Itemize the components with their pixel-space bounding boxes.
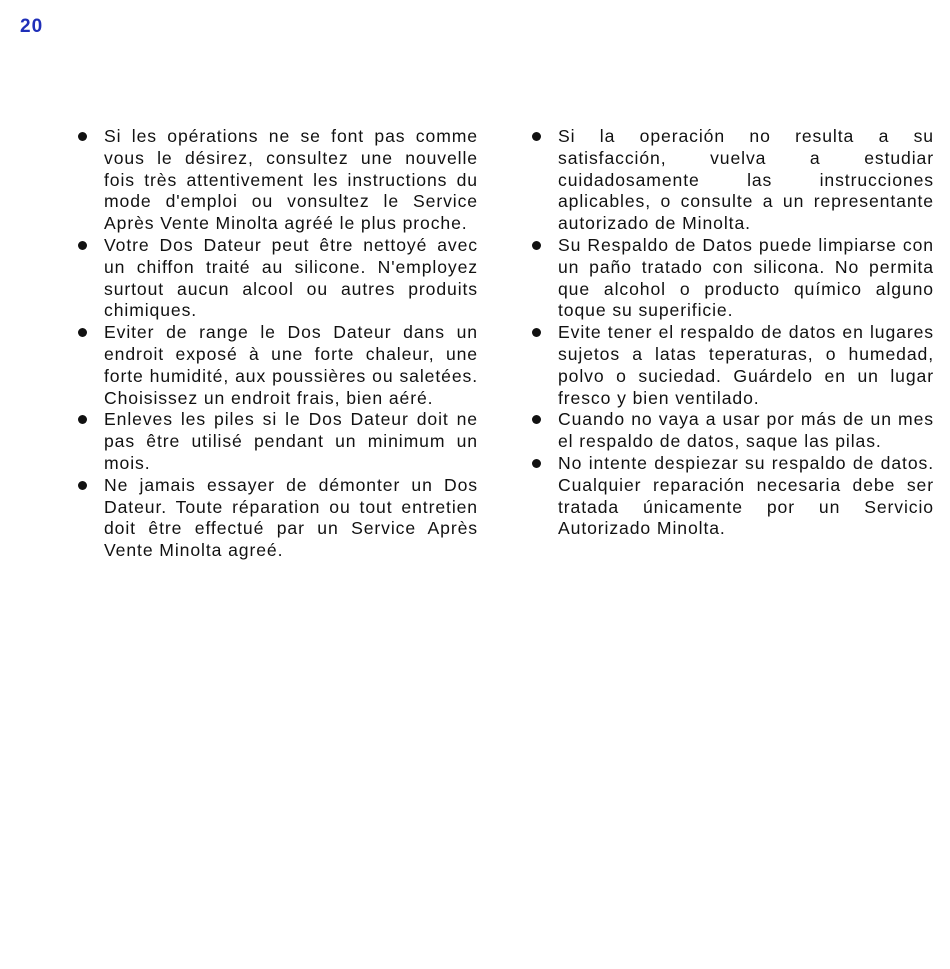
- bullet-icon: [78, 241, 87, 250]
- bullet-icon: [532, 132, 541, 141]
- list-item-text: Eviter de range le Dos Dateur dans un endroit exposé à une forte chaleur, une forte humidité, aux poussières ou saletées. Choisissez un endroit frais, bien aéré.: [104, 322, 478, 408]
- list-item: [530, 126, 934, 235]
- list-item-text: Su Respaldo de Datos puede limpiarse con un paño tratado con silicona. No permita que alcohol o producto químico alguno toque su superificie.: [558, 234, 934, 321]
- list-item: [530, 235, 934, 322]
- list-item: [76, 322, 478, 409]
- spanish-instructions-list: [530, 126, 934, 540]
- bullet-icon: [532, 459, 541, 468]
- list-item: [530, 409, 934, 453]
- bullet-icon: [532, 241, 541, 250]
- bullet-icon: [78, 328, 87, 337]
- bullet-icon: [532, 328, 541, 337]
- french-instructions-list: [76, 126, 478, 562]
- list-item: [76, 409, 478, 474]
- list-item-text: Cuando no vaya a usar por más de un mes el respaldo de datos, saque las pilas.: [558, 409, 934, 452]
- bullet-icon: [78, 132, 87, 141]
- list-item: [530, 453, 934, 540]
- bullet-icon: [78, 481, 87, 490]
- list-item-text: Si la operación no resulta a su satisfacción, vuelva a estudiar cuidadosamente las instrucciones aplicables, o consulte a un representante autorizado de Minolta.: [558, 126, 934, 234]
- list-item-text: Enleves les piles si le Dos Dateur doit ne pas être utilisé pendant un minimum un mois.: [104, 409, 478, 473]
- list-item-text: Ne jamais essayer de démonter un Dos Dateur. Toute réparation ou tout entretien doit être effectué par un Service Après Vente Minolta agreé.: [104, 474, 478, 561]
- list-item: [530, 322, 934, 409]
- bullet-icon: [78, 415, 87, 424]
- page-number: 20: [20, 16, 44, 37]
- list-item: [76, 126, 478, 235]
- list-item-text: Si les opérations ne se font pas comme vous le désirez, consultez une nouvelle fois très attentivement les instructions du mode d'emploi ou vonsultez le Service Après Vente Minolta agréé le plus proche.: [104, 126, 478, 234]
- list-item-text: Evite tener el respaldo de datos en lugares sujetos a latas teperaturas, o humedad, polvo o suciedad. Guárdelo en un lugar fresco y bien ventilado.: [558, 322, 934, 408]
- list-item: [76, 475, 478, 562]
- list-item-text: Votre Dos Dateur peut être nettoyé avec un chiffon traité au silicone. N'employez surtout aucun alcool ou autres produits chimiques.: [104, 234, 478, 321]
- list-item: [76, 235, 478, 322]
- bullet-icon: [532, 415, 541, 424]
- list-item-text: No intente despiezar su respaldo de datos. Cualquier reparación necesaria debe ser tratada únicamente por un Servicio Autorizado Minolta.: [558, 452, 934, 539]
